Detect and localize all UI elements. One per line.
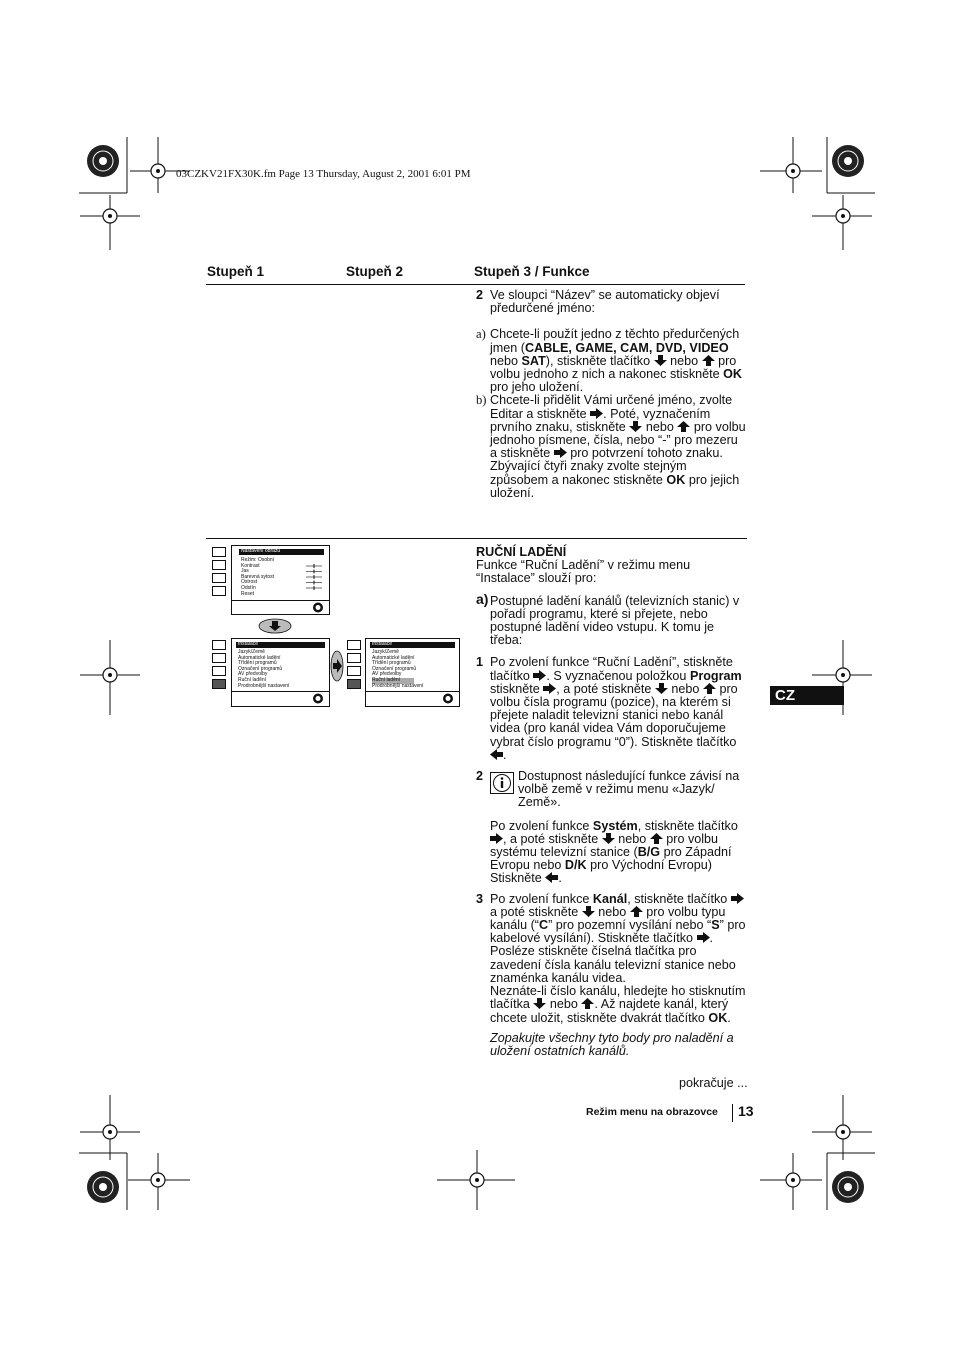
text-fragment: Program: [689, 668, 742, 683]
item-a-text: Chcete-li použít jedno z těchto předurčených jmen (: [490, 327, 740, 355]
menu-item: Jas: [241, 568, 249, 575]
section1-intro: Ve sloupci “Název” se automaticky objeví předurčené jméno:: [490, 288, 720, 316]
menu-side-icons: [212, 545, 229, 599]
timer-icon: [212, 573, 226, 583]
arrow-up-icon: [630, 906, 643, 917]
text-fragment: pro potvrzení tohoto znaku. Zbývající čtyři znaky zvolte stejným způsobem a nakonec stiskněte: [490, 446, 723, 487]
text-fragment: pro Východní Evropu) Stiskněte: [490, 858, 712, 886]
column-step1: Stupeň 1: [207, 264, 265, 279]
picture-icon: [212, 547, 226, 557]
text-fragment: C: [539, 918, 549, 933]
arrow-up-icon: [677, 421, 690, 432]
menu-item: Odstín: [241, 584, 256, 591]
text-fragment: Systém: [592, 818, 638, 833]
text-fragment: Po zvolení funkce: [490, 818, 590, 833]
language-tab: CZ: [770, 686, 844, 705]
menu-items: [238, 650, 289, 689]
menu-button-icon: [312, 693, 324, 704]
menu-button-icon: [312, 602, 324, 613]
text-fragment: Po zvolení funkce “Ruční Ladění”, stiskněte tlačítko: [490, 655, 733, 683]
menu-item: Označení programů: [372, 665, 417, 672]
menu-item: AV předvolby: [238, 671, 268, 678]
menu-divider: [366, 691, 459, 692]
sound-icon: [212, 560, 226, 570]
menu-title: Nastavení obrazu: [239, 549, 324, 555]
text-fragment: pro volbu jednoho z nich a nakonec stiskněte: [490, 353, 737, 382]
text-fragment: D/K: [564, 858, 587, 873]
text-fragment: pro jejich uložení.: [490, 472, 740, 500]
text-fragment: ), stiskněte tlačítko: [545, 353, 651, 368]
item-a-text: Postupné ladění kanálů (televizních stanic) v pořadí programu, které si přejete, nebo postupné ladění video vstupu. K tomu je třeba:: [490, 593, 740, 648]
menu-item: Reset: [241, 590, 255, 597]
menu-item-selected: Ruční ladění: [372, 678, 414, 684]
text-fragment: pro volbu typu kanálu (“: [490, 904, 726, 933]
menu-title: Instalace: [370, 642, 455, 648]
arrow-up-icon: [703, 683, 716, 694]
text-fragment: pro volbu systému televizní stanice (: [490, 831, 719, 860]
install-menu-screen: [231, 638, 330, 707]
text-fragment: . Až najdete kanál, který chcete uložit, stiskněte dvakrát tlačítko: [490, 997, 729, 1025]
section2: [476, 546, 748, 1058]
text-fragment: pro volbu čísla programu (pozice), na kterém si přejete naladit televizní stanici nebo kanál videa (pro kanál videa Vám doporučujeme vybrat číslo programu “0”). Stiskněte tlačítko: [490, 681, 738, 749]
text-fragment: . Posléze stiskněte číselná tlačítka pro zavedení čísla kanálu televizní stanice nebo znaménka kanálu videa.: [490, 931, 736, 985]
column-step3: Stupeň 3 / Funkce: [474, 264, 590, 279]
arrow-right-icon: [490, 833, 503, 844]
setup-icon: [212, 679, 226, 689]
text-fragment: Po zvolení funkce: [490, 891, 590, 906]
item-b-text: Chcete-li přidělit Vámi určené jméno, zvolte Editar a stiskněte: [490, 393, 733, 421]
arrow-down-icon: [629, 421, 642, 432]
arrow-down-icon: [654, 355, 667, 366]
menu-title: Instalace: [236, 642, 325, 648]
item-b-label: b): [476, 393, 487, 408]
step-3: [476, 893, 748, 1058]
text-fragment: pro volbu jednoho písmene, čísla, nebo “-” pro mezeru a stiskněte: [490, 419, 746, 461]
continues-label: pokračuje ...: [679, 1076, 748, 1090]
menu-item: Režim: Osobní: [241, 557, 275, 563]
arrow-right-icon: [543, 683, 556, 694]
menu-item: Jazyk/Země: [372, 649, 399, 655]
install-menu-screen-2: [365, 638, 460, 707]
preset-names: CABLE, GAME, CAM, DVD, VIDEO: [525, 340, 729, 355]
arrow-down-icon: [582, 906, 595, 917]
setup-icon: [347, 679, 361, 689]
menu-item: Prodrobnější nastavení: [238, 682, 290, 689]
text-fragment: , a poté stiskněte: [503, 831, 599, 846]
menu-item: Třídění programů: [238, 660, 277, 667]
arrow-right-icon: [554, 447, 567, 458]
setup-icon: [212, 586, 226, 596]
italic-note: Zopakujte všechny tyto body pro naladění a uložení ostatních kanálů.: [490, 1030, 734, 1058]
info-text: Dostupnost následující funkce závisí na volbě země v režimu menu «Jazyk/ Země».: [518, 769, 740, 810]
arrow-right-button-icon: [330, 650, 344, 682]
text-fragment: Neznáte-li číslo kanálu, hledejte ho stisknutím tlačítka: [490, 984, 746, 1012]
text-fragment: nebo: [670, 353, 699, 368]
arrow-down-icon: [533, 998, 546, 1009]
menu-item: Barevná sytost: [241, 573, 275, 580]
text-fragment: nebo: [549, 997, 578, 1012]
picture-icon: [212, 640, 226, 650]
arrow-down-button-icon: [258, 618, 292, 634]
menu-item: Automatické ladění: [372, 654, 415, 661]
step-number: 2: [476, 288, 484, 302]
text-fragment: nebo: [598, 904, 627, 919]
text-fragment: nebo: [671, 681, 700, 696]
menu-item: Ruční ladění: [238, 676, 267, 683]
arrow-up-icon: [650, 833, 663, 844]
text-fragment: S: [711, 918, 720, 933]
arrow-down-icon: [655, 683, 668, 694]
text-fragment: . Poté, vyznačením prvního znaku, stiskněte: [490, 406, 711, 434]
menu-items: [372, 650, 423, 689]
info-icon: [490, 772, 514, 794]
slider-bars: [304, 563, 324, 599]
text-fragment: .: [727, 1010, 731, 1025]
text-fragment: . S vyznačenou položkou: [546, 668, 687, 683]
timer-icon: [347, 666, 361, 676]
text-fragment: pro jeho uložení.: [490, 380, 584, 395]
arrow-up-icon: [581, 998, 594, 1009]
step-1: [476, 656, 748, 762]
sound-icon: [212, 653, 226, 663]
header-rule: [206, 284, 745, 285]
menu-item: Ostrost: [241, 579, 258, 586]
picture-menu-screen: [231, 545, 330, 615]
text-fragment: nebo: [645, 419, 674, 434]
section2-intro: Funkce “Ruční Ladění” v režimu menu “Instalace” slouží pro:: [476, 558, 691, 586]
text-fragment: ” pro pozemní vysílání nebo “: [548, 918, 712, 933]
menu-item: Automatické ladění: [238, 654, 281, 661]
text-fragment: .: [503, 747, 507, 762]
text-fragment: pro Západní Evropu nebo: [490, 845, 732, 873]
item-a-label: a): [476, 327, 486, 342]
ok-key: OK: [723, 367, 743, 382]
step-number: 1: [476, 655, 484, 670]
text-fragment: .: [558, 871, 562, 886]
item-a-label: a): [476, 590, 489, 607]
menu-item: Jazyk/Země: [238, 649, 265, 655]
arrow-left-icon: [545, 872, 558, 883]
menu-item: Prodrobnější nastavení: [372, 682, 424, 689]
arrow-right-icon: [533, 670, 546, 681]
menu-items: [241, 558, 274, 597]
menu-button-icon: [442, 693, 454, 704]
menu-item: Kontrast: [241, 562, 260, 569]
arrow-left-icon: [490, 749, 503, 760]
arrow-down-icon: [602, 833, 615, 844]
step-2: [476, 770, 748, 886]
text-fragment: B/G: [637, 845, 661, 860]
ok-key: OK: [666, 472, 686, 487]
preset-sat: SAT: [521, 353, 546, 368]
section1: [476, 288, 748, 500]
menu-side-icons: [212, 638, 229, 692]
arrow-up-icon: [702, 355, 715, 366]
text-fragment: , stiskněte tlačítko: [637, 818, 738, 833]
menu-item: AV předvolby: [372, 671, 402, 678]
menu-divider: [232, 600, 329, 601]
text-fragment: ” pro kabelové vysílání). Stiskněte tlačítko: [490, 918, 746, 946]
footer-divider: [732, 1104, 733, 1122]
text-fragment: stiskněte: [490, 681, 540, 696]
page-number: 13: [738, 1103, 754, 1119]
text-fragment: Kanál: [592, 891, 628, 906]
arrow-right-icon: [697, 932, 710, 943]
menu-side-icons: [347, 638, 364, 692]
text-fragment: OK: [708, 1010, 728, 1025]
text-fragment: a poté stiskněte: [490, 904, 579, 919]
picture-icon: [347, 640, 361, 650]
menu-item: Označení programů: [238, 665, 283, 672]
arrow-right-icon: [731, 893, 744, 904]
footer-section: Režim menu na obrazovce: [586, 1106, 718, 1118]
menu-divider: [232, 691, 329, 692]
sound-icon: [347, 653, 361, 663]
step-number: 3: [476, 891, 484, 906]
section-title: RUČNÍ LADĚNÍ: [476, 545, 567, 559]
file-header: 03CZKV21FX30K.fm Page 13 Thursday, August 2, 2001 6:01 PM: [176, 168, 471, 180]
timer-icon: [212, 666, 226, 676]
text-fragment: nebo: [490, 353, 522, 368]
section-rule: [206, 538, 747, 539]
text-fragment: , a poté stiskněte: [556, 681, 652, 696]
step-number: 2: [476, 769, 484, 784]
text-fragment: nebo: [618, 831, 647, 846]
menu-item: Třídění programů: [372, 660, 411, 667]
column-step2: Stupeň 2: [346, 264, 404, 279]
arrow-right-icon: [590, 408, 603, 419]
text-fragment: , stiskněte tlačítko: [627, 891, 728, 906]
